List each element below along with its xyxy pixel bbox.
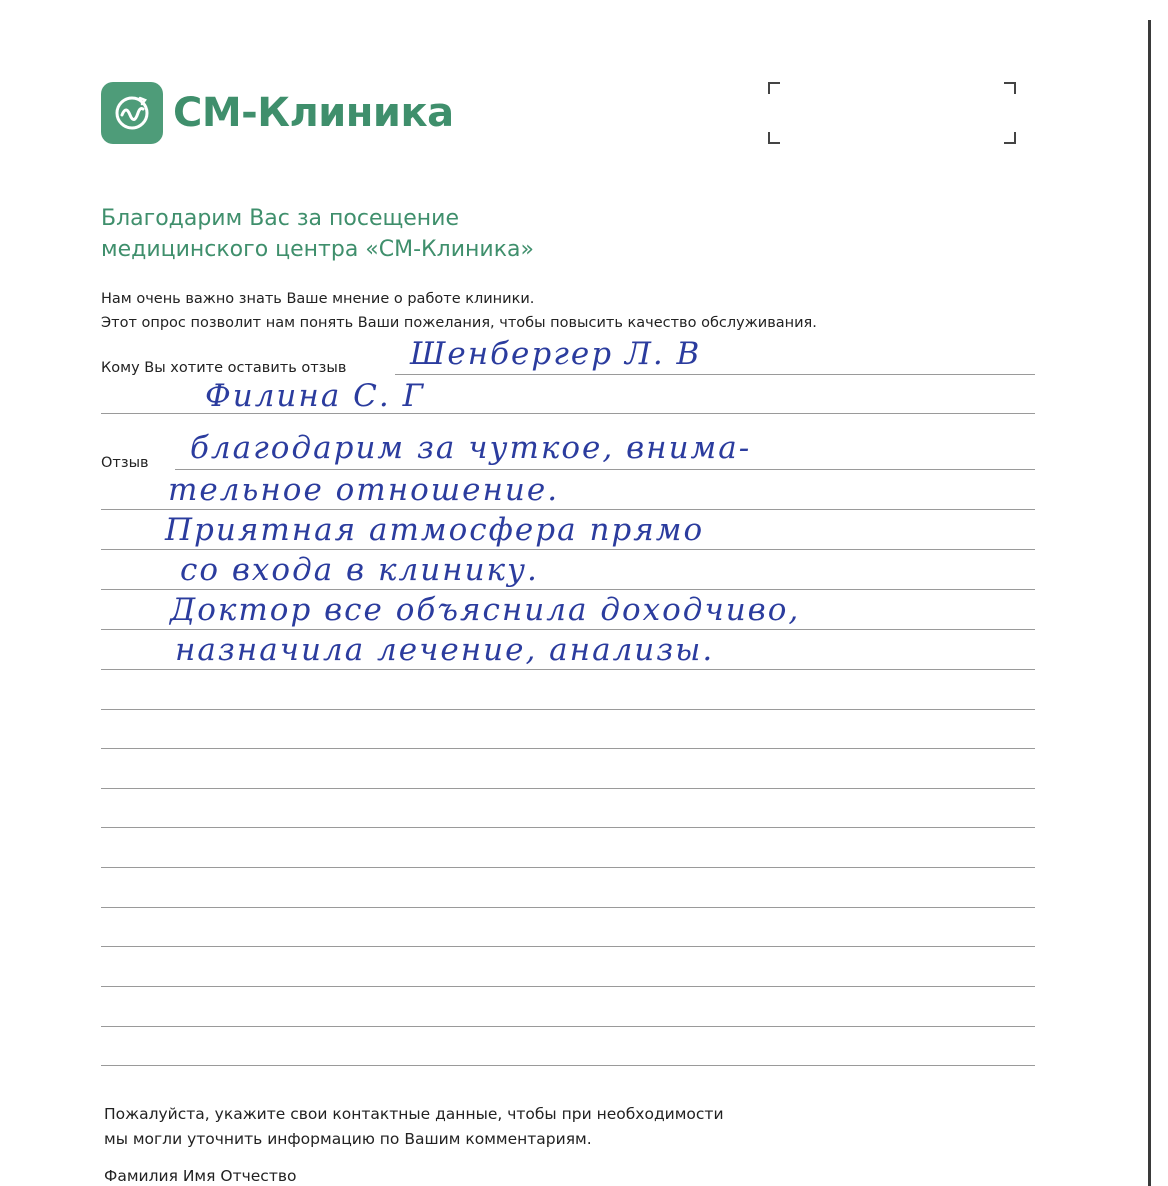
intro-line: Этот опрос позволит нам понять Ваши пожелания, чтобы повысить качество обслуживания. [101,315,817,331]
writing-line [101,1065,1035,1066]
writing-line [101,669,1035,670]
footer-line: Пожалуйста, укажите свои контактные данные, чтобы при необходимости [104,1105,724,1123]
fio-label: Фамилия Имя Отчество [104,1167,297,1185]
corner-mark [1004,132,1016,144]
review-handwriting: назначила лечение, анализы. [175,632,715,668]
writing-line [101,867,1035,868]
corner-mark [1004,82,1016,94]
corner-mark [768,132,780,144]
writing-line [101,709,1035,710]
title-line: Благодарим Вас за посещение [101,206,459,231]
writing-line [101,748,1035,749]
recipient-handwriting: Филина С. Г [205,378,426,414]
writing-line [101,986,1035,987]
writing-line [101,788,1035,789]
writing-line [395,374,1035,375]
review-handwriting: благодарим за чуткое, внима- [190,430,752,466]
writing-line [101,907,1035,908]
scan-edge [1148,20,1151,1186]
logo [101,82,454,144]
logo-icon [101,82,163,144]
writing-line [101,946,1035,947]
review-label: Отзыв [101,455,149,471]
contact-request-text [104,1102,864,1152]
writing-line [175,469,1035,470]
footer-line: мы могли уточнить информацию по Вашим комментариям. [104,1130,592,1148]
intro-text [101,287,1001,335]
writing-line [101,509,1035,510]
review-handwriting: Приятная атмосфера прямо [165,512,705,548]
writing-line [101,629,1035,630]
recipient-label: Кому Вы хотите оставить отзыв [101,360,347,376]
writing-line [101,1026,1035,1027]
intro-line: Нам очень важно знать Ваше мнение о работе клиники. [101,291,535,307]
page-title [101,203,801,265]
corner-mark [768,82,780,94]
review-handwriting: со входа в клинику. [180,552,539,588]
title-line: медицинского центра «СМ-Клиника» [101,237,534,262]
brand-name: СМ-Клиника [173,90,454,136]
writing-line [101,549,1035,550]
writing-line [101,827,1035,828]
writing-line [101,589,1035,590]
review-handwriting: тельное отношение. [168,472,560,508]
recipient-handwriting: Шенбергер Л. В [410,336,702,372]
review-handwriting: Доктор все объяснила доходчиво, [170,592,801,628]
